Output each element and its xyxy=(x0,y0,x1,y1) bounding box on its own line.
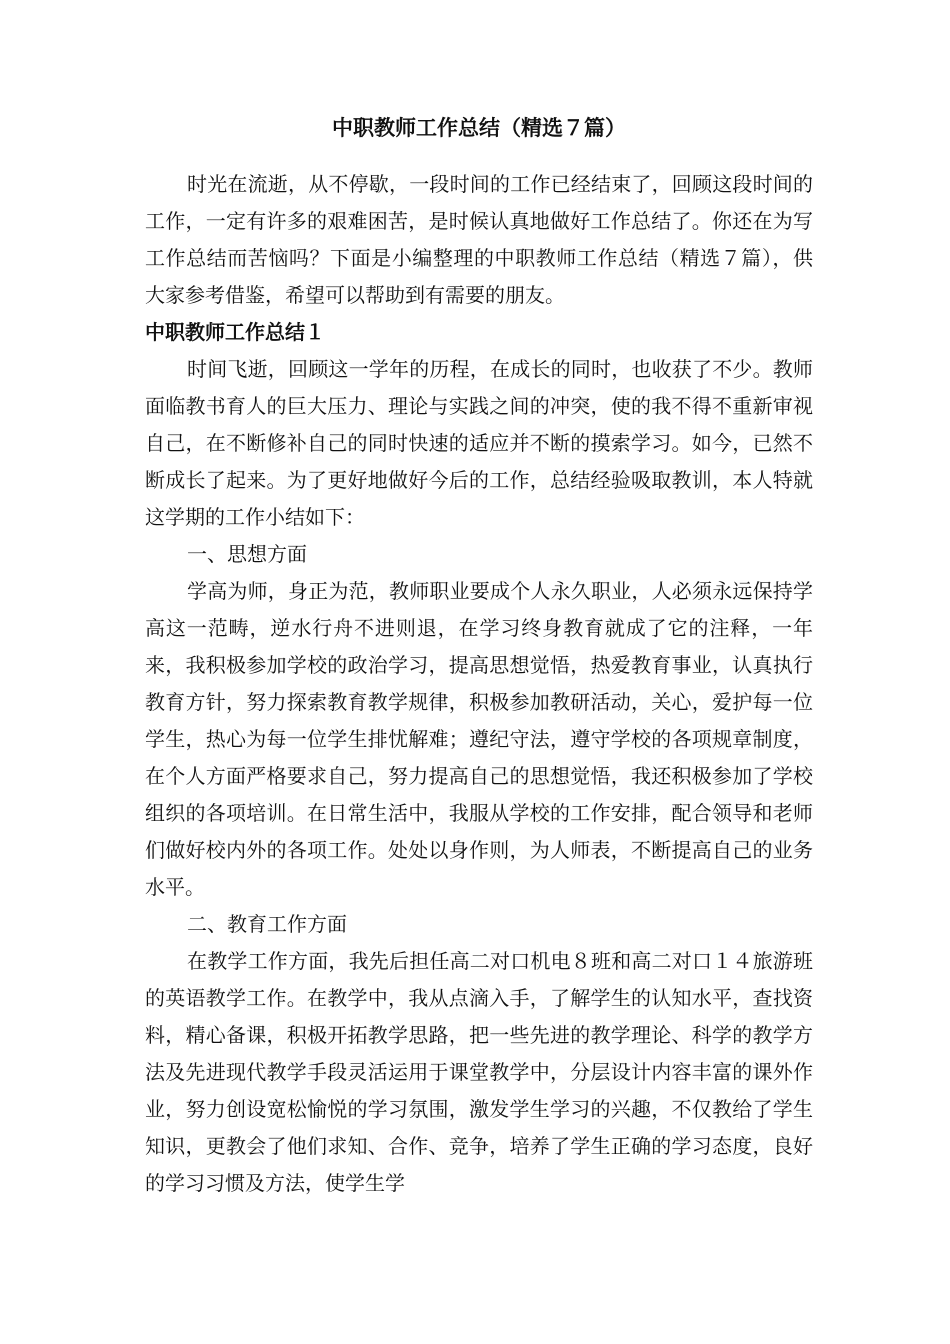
subsection-heading-thought: 一、思想方面 xyxy=(187,542,307,566)
section-heading: 中职教师工作总结１ xyxy=(145,320,325,344)
subsection-paragraph-thought: 学高为师，身正为范，教师职业要成个人永久职业，人必须永远保持学高这一范畴，逆水行舟不进则退，在学习终身教育就成了它的注释，一年来，我积极参加学校的政治学习，提高思想觉悟，热爱教育事业，认真执行教育方针，努力探索教育教学规律，积极参加教研活动，关心，爱护每一位学生，热心为每一位学生排忧解难；遵纪守法，遵守学校的各项规章制度，在个人方面严格要求自己，努力提高自己的思想觉悟，我还积极参加了学校组织的各项培训。在日常生活中，我服从学校的工作安排，配合领导和老师们做好校内外的各项工作。处处以身作则，为人师表，不断提高自己的业务水平。 xyxy=(145,579,813,899)
section-intro-paragraph: 时间飞逝，回顾这一学年的历程，在成长的同时，也收获了不少。教师面临教书育人的巨大压力、理论与实践之间的冲突，使的我不得不重新审视自己，在不断修补自己的同时快速的适应并不断的摸索学习。如今，已然不断成长了起来。为了更好地做好今后的工作，总结经验吸取教训，本人特就这学期的工作小结如下： xyxy=(145,357,813,529)
subsection-paragraph-education: 在教学工作方面，我先后担任高二对口机电８班和高二对口１４旅游班的英语教学工作。在教学中，我从点滴入手，了解学生的认知水平，查找资料，精心备课，积极开拓教学思路，把一些先进的教学理论、科学的教学方法及先进现代教学手段灵活运用于课堂教学中，分层设计内容丰富的课外作业，努力创设宽松愉悦的学习氛围，激发学生学习的兴趣，不仅教给了学生知识，更教会了他们求知、合作、竞争，培养了学生正确的学习态度，良好的学习习惯及方法，使学生学 xyxy=(145,949,813,1195)
intro-paragraph: 时光在流逝，从不停歇，一段时间的工作已经结束了，回顾这段时间的工作，一定有许多的艰难困苦，是时候认真地做好工作总结了。你还在为写工作总结而苦恼吗？下面是小编整理的中职教师工作总结（精选７篇），供大家参考借鉴，希望可以帮助到有需要的朋友。 xyxy=(145,172,813,307)
document-title: 中职教师工作总结（精选７篇） xyxy=(332,116,626,140)
subsection-heading-education: 二、教育工作方面 xyxy=(187,912,347,936)
document-page xyxy=(145,108,813,1202)
